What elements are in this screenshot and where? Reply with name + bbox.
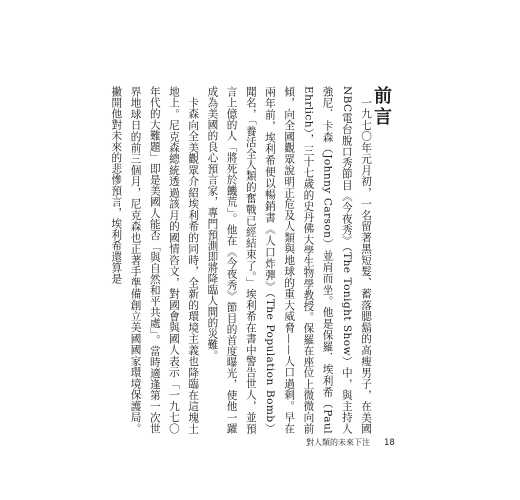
page-number: 18 bbox=[384, 438, 395, 448]
body-text bbox=[110, 86, 375, 434]
chapter-title: 前言 bbox=[371, 86, 392, 128]
running-title: 對人類的未來下注 bbox=[306, 438, 370, 447]
paragraph: 一九七〇年元月初，一名留著黑短髮、蓄落腮鬍的高瘦男子，在美國NBC電台脫口秀節目《今夜秀》（The Tonight Show）中，與主持人強尼．卡森（Johnny Carson）並肩而坐。他是保羅．埃利希（Paul Ehrlich），三十七歲的史丹佛大學生物學教授。保羅在座位上微微向前傾，向全國觀眾說明正危及人類與地球的重大威脅——人口過剩。早在兩年前，埃利希便以暢銷書《人口炸彈》（The Population Bomb）聞名，「養活全人類的奮戰已經結束了。」埃利希在書中警告世人，並預言上億的人「將死於饑荒」。他在《今夜秀》節目的首度曝光，使他一躍成為美國的良心預言家，專門預測即將降臨人間的災難。 bbox=[206, 86, 372, 434]
paragraph: 卡森向全美觀眾介紹埃利希的同時，全新的環境主義也降臨在這塊土地上。尼克森總統透過該月的國情咨文，對國會與國人表示「一九七〇年代的大難題」即是美國人能否「與自然和平共處」。當時適逢第一次世界地球日的前三個月，尼克森也正著手準備創立美國國家環境保護局。撇開他對未來的悲慘預言，埃利希還算是 bbox=[110, 86, 200, 434]
page-footer bbox=[306, 437, 395, 448]
